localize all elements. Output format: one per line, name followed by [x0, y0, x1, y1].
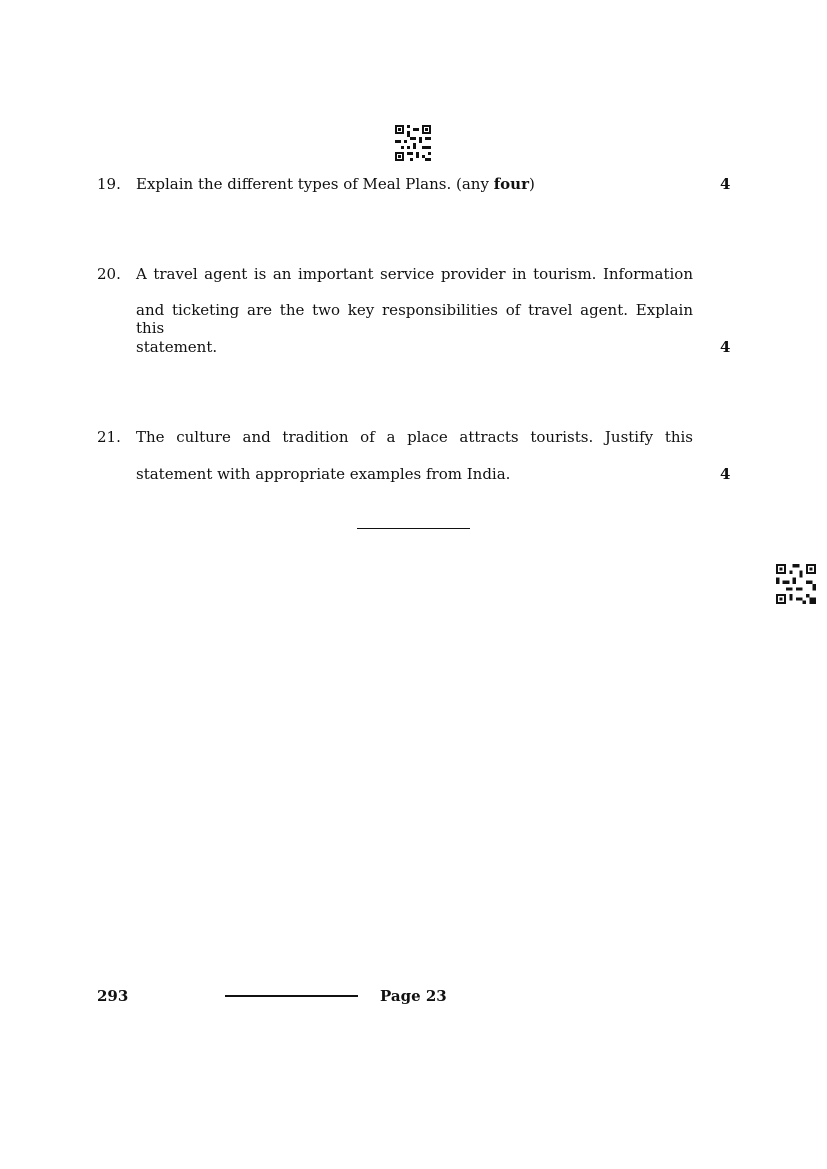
question-20-number: 20. — [97, 265, 121, 283]
question-20-line-2: and ticketing are the two key responsibilities of travel agent. Explain this — [136, 301, 693, 337]
question-20-line-3: statement. — [136, 338, 218, 356]
question-21-number: 21. — [97, 428, 121, 446]
question-19-text-after: ) — [529, 175, 535, 193]
footer-divider — [225, 995, 358, 997]
question-19-number: 19. — [97, 175, 121, 193]
question-19-text — [136, 175, 535, 193]
question-20-line-1: A travel agent is an important service provider in tourism. Information — [136, 265, 693, 283]
question-19-text-before: Explain the different types of Meal Plans. (any — [136, 175, 494, 193]
question-20-marks: 4 — [720, 338, 731, 356]
paper-code: 293 — [97, 987, 129, 1005]
question-21-line-2: statement with appropriate examples from India. — [136, 465, 511, 483]
qr-code-top-icon — [395, 125, 431, 161]
question-21-marks: 4 — [720, 465, 731, 483]
end-divider — [357, 528, 470, 529]
qr-code-side-icon — [776, 564, 816, 604]
question-19-text-bold: four — [493, 175, 529, 193]
question-21-line-1: The culture and tradition of a place attracts tourists. Justify this — [136, 428, 693, 446]
question-19-marks: 4 — [720, 175, 731, 193]
page-number: Page 23 — [380, 987, 447, 1005]
